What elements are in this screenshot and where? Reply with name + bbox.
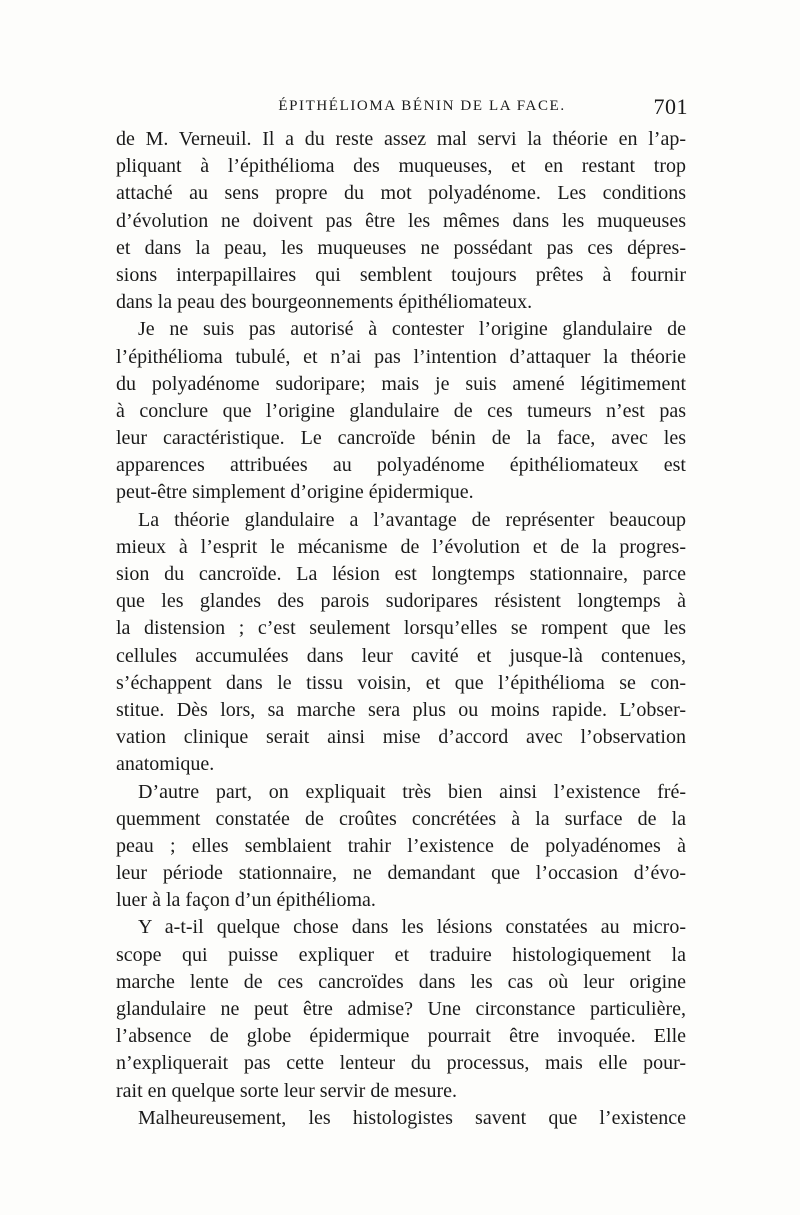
text-line: pliquant à l’épithélioma des muqueuses, et en restant trop (116, 155, 686, 178)
page-number: 701 (653, 94, 688, 119)
text-line: stitue. Dès lors, sa marche sera plus ou moins rapide. L’obser- (116, 698, 686, 721)
text-line: quemment constatée de croûtes concrétées à la surface de la (116, 807, 686, 830)
text-line: la distension ; c’est seulement lorsqu’elles se rompent que les (116, 617, 686, 640)
paragraph (116, 507, 686, 779)
text-line: cellules accumulées dans leur cavité et jusque-là contenues, (116, 644, 686, 667)
text-line: luer à la façon d’un épithélioma. (116, 889, 376, 912)
text-line: apparences attribuées au polyadénome épithéliomateux est (116, 454, 686, 477)
running-title: ÉPITHÉLIOMA BÉNIN DE LA FACE. (278, 98, 566, 114)
body-text (116, 126, 686, 1132)
text-line: de M. Verneuil. Il a du reste assez mal servi la théorie en l’ap- (116, 128, 686, 150)
text-line: n’expliquerait pas cette lenteur du processus, mais elle pour- (116, 1052, 686, 1075)
paragraph (116, 126, 686, 316)
text-line: scope qui puisse expliquer et traduire histologiquement la (116, 943, 686, 966)
text-line: à conclure que l’origine glandulaire de ces tumeurs n’est pas (116, 399, 686, 422)
text-line: sions interpapillaires qui semblent toujours prêtes à fournir (116, 263, 686, 286)
paragraph (116, 914, 686, 1104)
text-line: peau ; elles semblaient trahir l’existence de polyadénomes à (116, 834, 686, 857)
text-line: Malheureusement, les histologistes savent que l’existence (138, 1106, 686, 1129)
paragraph (116, 316, 686, 506)
text-line: Je ne suis pas autorisé à contester l’origine glandulaire de (138, 318, 686, 341)
text-line: rait en quelque sorte leur servir de mesure. (116, 1079, 457, 1102)
text-line: Y a-t-il quelque chose dans les lésions constatées au micro- (138, 916, 686, 939)
text-line: leur caractéristique. Le cancroïde bénin de la face, avec les (116, 427, 686, 450)
text-line: d’évolution ne doivent pas être les mêmes dans les muqueuses (116, 209, 686, 232)
text-line: La théorie glandulaire a l’avantage de représenter beaucoup (138, 508, 686, 531)
text-line: et dans la peau, les muqueuses ne possédant pas ces dépres- (116, 236, 686, 259)
running-head (116, 94, 688, 122)
text-line: s’échappent dans le tissu voisin, et que l’épithélioma se con- (116, 671, 686, 694)
text-line: anatomique. (116, 753, 215, 776)
text-line: glandulaire ne peut être admise? Une circonstance particulière, (116, 998, 686, 1020)
text-line: peut-être simplement d’origine épidermique. (116, 481, 474, 504)
paragraph (116, 1105, 686, 1132)
text-line: du polyadénome sudoripare; mais je suis amené légitimement (116, 372, 686, 395)
text-line: D’autre part, on expliquait très bien ainsi l’existence fré- (138, 780, 686, 803)
text-line: l’absence de globe épidermique pourrait être invoquée. Elle (116, 1025, 686, 1048)
text-line: que les glandes des parois sudoripares résistent longtemps à (116, 590, 686, 613)
text-line: leur période stationnaire, ne demandant que l’occasion d’évo- (116, 862, 686, 885)
paragraph (116, 779, 686, 915)
text-line: vation clinique serait ainsi mise d’accord avec l’observation (116, 726, 686, 749)
text-line: attaché au sens propre du mot polyadénome. Les conditions (116, 182, 686, 205)
text-line: l’épithélioma tubulé, et n’ai pas l’intention d’attaquer la théorie (116, 345, 686, 368)
text-line: sion du cancroïde. La lésion est longtemps stationnaire, parce (116, 563, 686, 585)
text-line: dans la peau des bourgeonnements épithéliomateux. (116, 291, 533, 314)
text-line: mieux à l’esprit le mécanisme de l’évolution et de la progres- (116, 535, 686, 558)
text-line: marche lente de ces cancroïdes dans les cas où leur origine (116, 970, 686, 993)
